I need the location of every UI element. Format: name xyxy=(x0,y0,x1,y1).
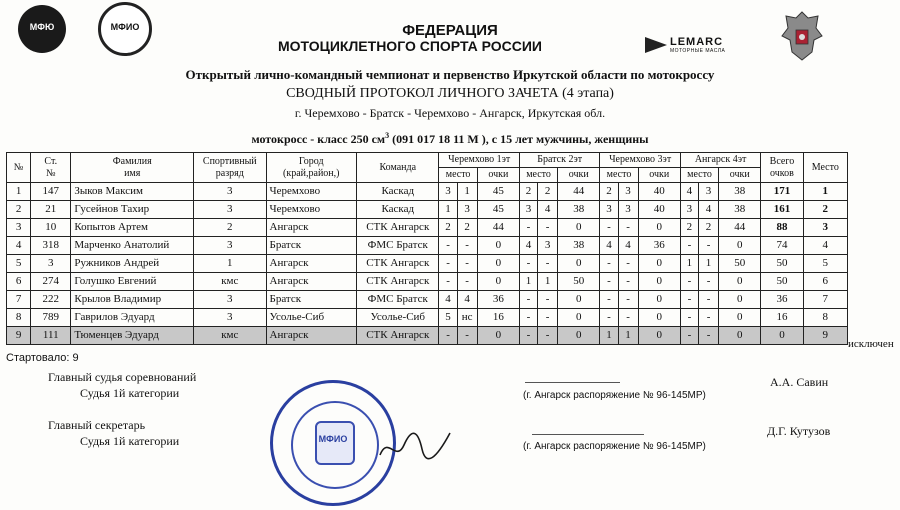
stage3-heat1-place: 1 xyxy=(600,327,618,345)
stage3-heat1-place: 4 xyxy=(600,237,618,255)
stage1-heat1-place: 1 xyxy=(439,201,457,219)
msm-logo xyxy=(18,5,66,53)
stage3-stage-points: 36 xyxy=(638,237,680,255)
stage1-heat1-place: 4 xyxy=(439,291,457,309)
stage2-heat2-place: 3 xyxy=(538,237,558,255)
stage2-heat1-place: - xyxy=(519,327,537,345)
col-num: № xyxy=(7,153,31,183)
start-number: 10 xyxy=(31,219,71,237)
stage4-heat2-place: - xyxy=(698,309,718,327)
stage4-heat1-place: - xyxy=(680,327,698,345)
total-points: 74 xyxy=(761,237,803,255)
total-points: 0 xyxy=(761,327,803,345)
stage4-heat1-place: 3 xyxy=(680,201,698,219)
class-line xyxy=(0,131,900,147)
stage4-heat2-place: - xyxy=(698,237,718,255)
team: СТК Ангарск xyxy=(357,327,439,345)
lemarc-subtext: МОТОРНЫЕ МАСЛА xyxy=(670,48,726,54)
stage2-heat2-place: - xyxy=(538,219,558,237)
stage2-stage-points: 0 xyxy=(558,255,600,273)
row-number: 8 xyxy=(7,309,31,327)
class-sup: 3 xyxy=(385,131,390,140)
protocol-title: СВОДНЫЙ ПРОТОКОЛ ЛИЧНОГО ЗАЧЕТА (4 этапа) xyxy=(286,86,614,101)
col-place: Место xyxy=(803,153,847,183)
chief-secretary-label: Главный секретарь xyxy=(48,418,146,432)
stage1-heat2-place: 1 xyxy=(457,183,477,201)
class-prefix: мотокросс - класс 250 см xyxy=(251,132,386,146)
stage4-stage-points: 44 xyxy=(719,219,761,237)
stage1-heat1-place: 3 xyxy=(439,183,457,201)
stage1-heat2-place: - xyxy=(457,255,477,273)
chief-judge-signature-line xyxy=(525,382,620,383)
results-table xyxy=(6,152,848,345)
col-stage2: Братск 2эт xyxy=(519,153,599,168)
stage1-stage-points: 45 xyxy=(477,183,519,201)
stage2-stage-points: 38 xyxy=(558,201,600,219)
header-row-1 xyxy=(7,153,848,168)
team: Каскад xyxy=(357,183,439,201)
stage3-heat2-place: 3 xyxy=(618,183,638,201)
stage2-stage-points: 0 xyxy=(558,219,600,237)
stage3-heat1-place: - xyxy=(600,291,618,309)
start-number: 274 xyxy=(31,273,71,291)
city: Ангарск xyxy=(266,273,357,291)
final-place: 1 xyxy=(803,183,847,201)
athlete-name: Копытов Артем xyxy=(71,219,194,237)
athlete-name: Крылов Владимир xyxy=(71,291,194,309)
stage1-heat2-place: 4 xyxy=(457,291,477,309)
chief-secretary-order: (г. Ангарск распоряжение № 96-145МР) xyxy=(523,441,706,452)
chief-secretary-name: Д.Г. Кутузов xyxy=(767,424,831,438)
msm-logo-text: МФЮ xyxy=(29,22,55,32)
start-number: 3 xyxy=(31,255,71,273)
stage4-heat2-place: - xyxy=(698,327,718,345)
row-number: 3 xyxy=(7,219,31,237)
total-points: 16 xyxy=(761,309,803,327)
stage3-stage-points: 40 xyxy=(638,183,680,201)
lemarc-mark-icon xyxy=(645,37,667,53)
final-place: 8 xyxy=(803,309,847,327)
stage4-heat1-place: - xyxy=(680,291,698,309)
stage1-heat1-place: 5 xyxy=(439,309,457,327)
stage3-heat2-place: - xyxy=(618,273,638,291)
final-place: 9 xyxy=(803,327,847,345)
stage2-heat2-place: 1 xyxy=(538,273,558,291)
stage3-heat1-place: - xyxy=(600,219,618,237)
stage1-heat1-place: 2 xyxy=(439,219,457,237)
row-number: 6 xyxy=(7,273,31,291)
stage3-stage-points: 0 xyxy=(638,327,680,345)
stage1-points-header: очки xyxy=(477,168,519,183)
row-number: 5 xyxy=(7,255,31,273)
stage3-stage-points: 0 xyxy=(638,291,680,309)
table-row xyxy=(7,183,848,201)
sport-rank: кмс xyxy=(194,273,266,291)
total-points: 88 xyxy=(761,219,803,237)
final-place: 4 xyxy=(803,237,847,255)
start-number: 21 xyxy=(31,201,71,219)
sport-rank: 3 xyxy=(194,309,266,327)
athlete-name: Ружников Андрей xyxy=(71,255,194,273)
start-number: 318 xyxy=(31,237,71,255)
stage3-heat1-place: - xyxy=(600,273,618,291)
col-team: Команда xyxy=(357,153,439,183)
stage4-heat2-place: - xyxy=(698,291,718,309)
stage2-heat1-place: - xyxy=(519,291,537,309)
city: Усолье-Сиб xyxy=(266,309,357,327)
stage2-heat1-place: 4 xyxy=(519,237,537,255)
stage2-heat1-place: 2 xyxy=(519,183,537,201)
total-points: 50 xyxy=(761,273,803,291)
stage1-stage-points: 45 xyxy=(477,201,519,219)
secretary-category: Судья 1й категории xyxy=(80,434,180,448)
stage4-heat2-place: 1 xyxy=(698,255,718,273)
stamp-text: МФИО xyxy=(318,434,348,444)
stage4-stage-points: 50 xyxy=(719,255,761,273)
stage4-place-header: место xyxy=(680,168,718,183)
stage4-heat1-place: - xyxy=(680,309,698,327)
stage4-stage-points: 0 xyxy=(719,291,761,309)
stage1-stage-points: 16 xyxy=(477,309,519,327)
mfio-logo-text: МФИО xyxy=(110,22,140,32)
col-stage1: Черемхово 1эт xyxy=(439,153,519,168)
table-row xyxy=(7,255,848,273)
col-total: Всего очков xyxy=(761,153,803,183)
stage2-place-header: место xyxy=(519,168,557,183)
stage3-points-header: очки xyxy=(638,168,680,183)
lemarc-text: LEMARC xyxy=(670,36,724,48)
stage3-heat2-place: - xyxy=(618,309,638,327)
chief-judge-order: (г. Ангарск распоряжение № 96-145МР) xyxy=(523,390,706,401)
team: СТК Ангарск xyxy=(357,255,439,273)
col-city: Город (край,район,) xyxy=(266,153,357,183)
col-rank: Спортивный разряд xyxy=(194,153,266,183)
sport-rank: 3 xyxy=(194,237,266,255)
stage2-heat1-place: - xyxy=(519,219,537,237)
stage2-heat2-place: - xyxy=(538,309,558,327)
stage4-heat1-place: - xyxy=(680,273,698,291)
start-number: 789 xyxy=(31,309,71,327)
team: ФМС Братск xyxy=(357,237,439,255)
total-points: 171 xyxy=(761,183,803,201)
stage2-stage-points: 44 xyxy=(558,183,600,201)
stage4-heat1-place: 2 xyxy=(680,219,698,237)
stage2-stage-points: 0 xyxy=(558,327,600,345)
final-place: 6 xyxy=(803,273,847,291)
venues: г. Черемхово - Братск - Черемхово - Ангарск, Иркутская обл. xyxy=(294,106,606,120)
team: СТК Ангарск xyxy=(357,219,439,237)
stage2-heat2-place: - xyxy=(538,291,558,309)
stage4-stage-points: 0 xyxy=(719,309,761,327)
stage4-heat2-place: 2 xyxy=(698,219,718,237)
stage1-heat2-place: - xyxy=(457,273,477,291)
stage3-heat1-place: 3 xyxy=(600,201,618,219)
city: Черемхово xyxy=(266,183,357,201)
stage1-heat1-place: - xyxy=(439,237,457,255)
chief-judge-label: Главный судья соревнований xyxy=(48,370,197,384)
stage4-heat1-place: 1 xyxy=(680,255,698,273)
stage3-heat2-place: 4 xyxy=(618,237,638,255)
sport-rank: 3 xyxy=(194,201,266,219)
stage3-heat1-place: - xyxy=(600,255,618,273)
stage2-heat1-place: 3 xyxy=(519,201,537,219)
stage4-heat2-place: 4 xyxy=(698,201,718,219)
stage3-place-header: место xyxy=(600,168,638,183)
col-name: Фамилия имя xyxy=(71,153,194,183)
final-place: 5 xyxy=(803,255,847,273)
stage1-stage-points: 0 xyxy=(477,255,519,273)
row-number: 9 xyxy=(7,327,31,345)
stage2-stage-points: 38 xyxy=(558,237,600,255)
city: Братск xyxy=(266,237,357,255)
stage3-heat2-place: - xyxy=(618,255,638,273)
start-number: 111 xyxy=(31,327,71,345)
started-count: Стартовало: 9 xyxy=(6,352,79,364)
sport-rank: 2 xyxy=(194,219,266,237)
stage3-stage-points: 40 xyxy=(638,201,680,219)
stage4-stage-points: 38 xyxy=(719,183,761,201)
stage3-heat1-place: 2 xyxy=(600,183,618,201)
chief-secretary-signature-line xyxy=(532,434,644,435)
signature-icon xyxy=(378,425,453,465)
stage2-heat1-place: - xyxy=(519,255,537,273)
stage1-heat2-place: 2 xyxy=(457,219,477,237)
final-place: 7 xyxy=(803,291,847,309)
stage2-heat2-place: - xyxy=(538,327,558,345)
stage4-stage-points: 0 xyxy=(719,327,761,345)
total-points: 50 xyxy=(761,255,803,273)
class-suffix: (091 017 18 11 М ), с 15 лет мужчины, женщины xyxy=(389,132,649,146)
table-row xyxy=(7,327,848,345)
stage3-heat1-place: - xyxy=(600,309,618,327)
stage3-heat2-place: 3 xyxy=(618,201,638,219)
stage1-place-header: место xyxy=(439,168,477,183)
stage1-stage-points: 0 xyxy=(477,237,519,255)
table-row xyxy=(7,273,848,291)
stage4-points-header: очки xyxy=(719,168,761,183)
col-stage4: Ангарск 4эт xyxy=(680,153,760,168)
sport-rank: кмс xyxy=(194,327,266,345)
stage1-heat2-place: 3 xyxy=(457,201,477,219)
total-points: 36 xyxy=(761,291,803,309)
city: Ангарск xyxy=(266,219,357,237)
sport-rank: 3 xyxy=(194,183,266,201)
row-number: 4 xyxy=(7,237,31,255)
city: Братск xyxy=(266,291,357,309)
row-number: 7 xyxy=(7,291,31,309)
stage1-heat2-place: - xyxy=(457,327,477,345)
stage1-stage-points: 44 xyxy=(477,219,519,237)
stage3-stage-points: 0 xyxy=(638,309,680,327)
total-points: 161 xyxy=(761,201,803,219)
stage2-heat1-place: 1 xyxy=(519,273,537,291)
stage2-heat2-place: 2 xyxy=(538,183,558,201)
stage1-heat2-place: - xyxy=(457,237,477,255)
stage3-stage-points: 0 xyxy=(638,219,680,237)
row-number: 1 xyxy=(7,183,31,201)
stage4-heat2-place: - xyxy=(698,273,718,291)
team: ФМС Братск xyxy=(357,291,439,309)
stage1-stage-points: 36 xyxy=(477,291,519,309)
stage4-stage-points: 38 xyxy=(719,201,761,219)
stage4-heat1-place: 4 xyxy=(680,183,698,201)
city: Ангарск xyxy=(266,327,357,345)
athlete-name: Тюменцев Эдуард xyxy=(71,327,194,345)
stage2-heat1-place: - xyxy=(519,309,537,327)
chief-judge-category: Судья 1й категории xyxy=(80,386,180,400)
final-place: 3 xyxy=(803,219,847,237)
stage4-stage-points: 0 xyxy=(719,273,761,291)
table-row xyxy=(7,237,848,255)
stage2-points-header: очки xyxy=(558,168,600,183)
stage4-heat2-place: 3 xyxy=(698,183,718,201)
table-row xyxy=(7,201,848,219)
start-number: 147 xyxy=(31,183,71,201)
stage4-heat1-place: - xyxy=(680,237,698,255)
mfio-logo xyxy=(98,2,152,56)
sport-rank: 3 xyxy=(194,291,266,309)
russia-emblem-icon xyxy=(778,8,826,64)
stage1-heat1-place: - xyxy=(439,327,457,345)
stage3-heat2-place: 1 xyxy=(618,327,638,345)
federation-line2: МОТОЦИКЛЕТНОГО СПОРТА РОССИИ xyxy=(278,38,542,54)
stage1-stage-points: 0 xyxy=(477,273,519,291)
athlete-name: Гаврилов Эдуард xyxy=(71,309,194,327)
athlete-name: Голушко Евгений xyxy=(71,273,194,291)
event-title: Открытый лично-командный чемпионат и первенство Иркутской области по мотокроссу xyxy=(185,67,715,82)
table-row xyxy=(7,219,848,237)
team: Каскад xyxy=(357,201,439,219)
team: СТК Ангарск xyxy=(357,273,439,291)
athlete-name: Зыков Максим xyxy=(71,183,194,201)
stage3-heat2-place: - xyxy=(618,219,638,237)
athlete-name: Гусейнов Тахир xyxy=(71,201,194,219)
stage3-stage-points: 0 xyxy=(638,255,680,273)
row-number: 2 xyxy=(7,201,31,219)
athlete-name: Марченко Анатолий xyxy=(71,237,194,255)
excluded-note: исключен xyxy=(848,338,894,350)
team: Усолье-Сиб xyxy=(357,309,439,327)
stage1-heat1-place: - xyxy=(439,273,457,291)
col-stage3: Черемхово 3эт xyxy=(600,153,680,168)
stage2-stage-points: 50 xyxy=(558,273,600,291)
stage4-stage-points: 0 xyxy=(719,237,761,255)
city: Черемхово xyxy=(266,201,357,219)
sport-rank: 1 xyxy=(194,255,266,273)
table-row xyxy=(7,309,848,327)
stage1-stage-points: 0 xyxy=(477,327,519,345)
stage3-heat2-place: - xyxy=(618,291,638,309)
stage2-stage-points: 0 xyxy=(558,291,600,309)
stage2-stage-points: 0 xyxy=(558,309,600,327)
stage1-heat2-place: нс xyxy=(457,309,477,327)
stage2-heat2-place: - xyxy=(538,255,558,273)
chief-judge-name: А.А. Савин xyxy=(770,375,829,389)
col-start: Ст. № xyxy=(31,153,71,183)
stage2-heat2-place: 4 xyxy=(538,201,558,219)
start-number: 222 xyxy=(31,291,71,309)
city: Ангарск xyxy=(266,255,357,273)
stage1-heat1-place: - xyxy=(439,255,457,273)
federation-line1: ФЕДЕРАЦИЯ xyxy=(402,22,498,39)
final-place: 2 xyxy=(803,201,847,219)
table-row xyxy=(7,291,848,309)
stage3-stage-points: 0 xyxy=(638,273,680,291)
